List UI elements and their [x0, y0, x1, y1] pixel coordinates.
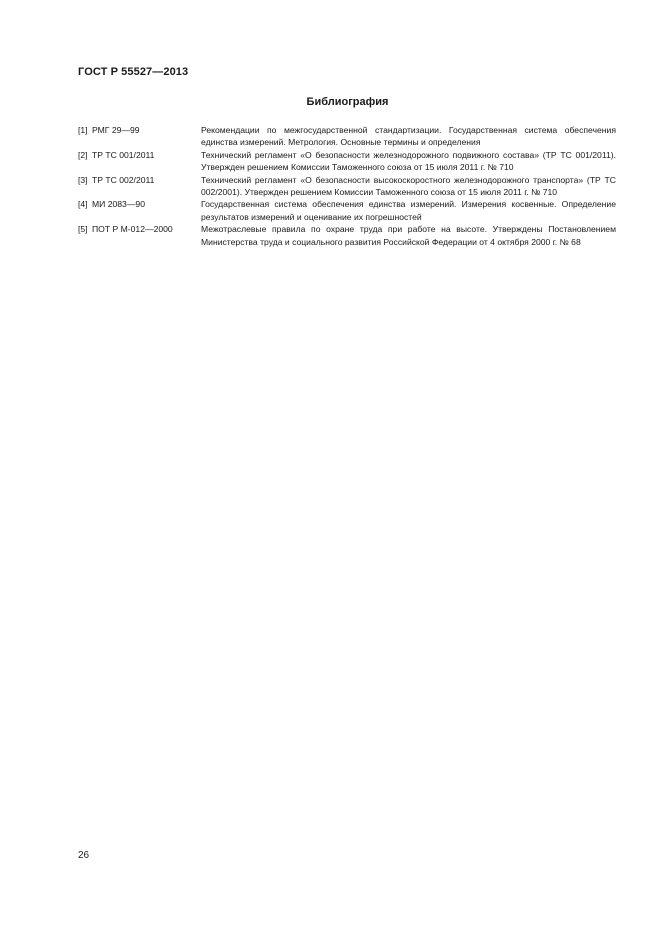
entry-code: РМГ 29—99	[92, 125, 140, 135]
entry-code: ПОТ Р М-012—2000	[92, 224, 173, 235]
document-code-header: ГОСТ Р 55527—2013	[78, 66, 189, 78]
entry-number: [4]	[78, 199, 88, 210]
bibliography-entry-1	[78, 124, 616, 149]
bibliography-entry-5	[78, 223, 616, 248]
bibliography-entry-3	[78, 174, 616, 199]
entry-number: [2]	[78, 149, 88, 160]
entry-description: Государственная система обеспечения единства измерений. Измерения косвенные. Определение результатов измерений и оценивание их погрешностей	[201, 199, 616, 222]
entry-code: ТР ТС 002/2011	[92, 174, 155, 185]
bibliography-entry-4	[78, 198, 616, 223]
entry-code: МИ 2083—90	[92, 199, 145, 210]
entry-number: [3]	[78, 174, 88, 185]
entry-code: ТР ТС 001/2011	[92, 149, 155, 160]
entry-description: Рекомендации по межгосударственной стандартизации. Государственная система обеспечения единства измерений. Метрология. Основные термины и определения	[201, 125, 616, 148]
entry-number: [5]	[78, 224, 88, 235]
page-number: 26	[78, 850, 90, 861]
bibliography-list	[78, 124, 616, 248]
entry-description: Технический регламент «О безопасности высокоскоростного железнодорожного транспорта» (ТР ТС 002/2001). Утвержден решением Комиссии Таможенного союза от 15 июля 2011 г. № 710	[201, 174, 616, 198]
entry-description: Межотраслевые правила по охране труда при работе на высоте. Утверждены Постановлением Министерства труда и социального развития Российской Федерации от 4 октября 2000 г. № 68	[201, 224, 616, 247]
entry-number: [1]	[78, 125, 88, 135]
bibliography-title: Библиография	[306, 96, 389, 108]
entry-description: Технический регламент «О безопасности железнодорожного подвижного состава» (ТР ТС 001/2011). Утвержден решением Комиссии Таможенного союза от 15 июля 2011 г. № 710	[201, 149, 616, 173]
bibliography-entry-2	[78, 149, 616, 174]
